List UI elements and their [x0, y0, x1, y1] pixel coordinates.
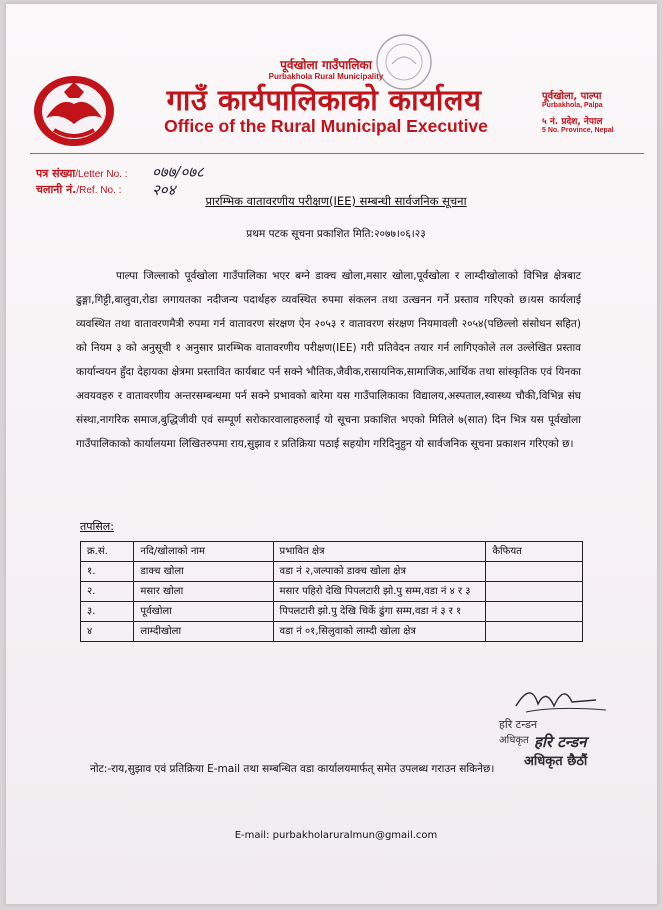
signatory-name: हरि टन्डन: [499, 718, 538, 731]
signatory-designation: अधिकृत: [499, 735, 529, 746]
header-remarks: कैफियत: [486, 542, 583, 562]
table-row: [81, 562, 583, 582]
cell-river-name: डाक्च खोला: [134, 562, 273, 582]
cell-river-name: मसार खोला: [134, 582, 273, 602]
table-title: तपसिल:: [80, 520, 114, 533]
header-affected-area: प्रभावित क्षेत्र: [273, 542, 486, 562]
document-page: [6, 4, 657, 904]
ref-no-label-np: चलानी नं.: [36, 183, 77, 196]
affected-areas-table: [80, 541, 583, 642]
ref-no-label: [36, 182, 121, 197]
table-row: [81, 582, 583, 602]
ref-no-value: २०४: [152, 181, 176, 199]
notice-body-paragraph: पाल्पा जिल्लाको पूर्वखोला गाउँपालिका भएर बग्ने डाक्च खोला,मसार खोला,पूर्वखोला र लाम्दीखोलाको विभिन्न क्षेत्रबाट ढुङ्गा,गिट्टी,बालुवा,रोडा लगायतका नदीजन्य पदार्थहरु व्यवस्थित रुपमा संकलन तथा उत्खनन गर्ने प्रस्ताव गरिएको छ।यस कार्यलाई व्यवस्थित तथा वातावरणमैत्री रुपमा गर्न वातावरण संरक्षण ऐन २०५३ र वातावरण संरक्षण नियमावली २०५४(पछिल्लो संसोधन सहित) को नियम ३ को अनुसूची १ अनुसार प्रारम्भिक वातावरणीय परीक्षण(IEE) गरी प्रतिवेदन तयार गर्न लागिएकोले तल उल्लेखित प्रस्ताव कार्यान्वयन हुँदा देहायका क्षेत्रमा प्रस्तावित कार्यबाट पर्न सक्ने भौतिक,जैवीक,रासायनिक,सामाजिक,आर्थिक तथा सांस्कृतिक एवं यिनका अवयवहरु र वातावरणीय अन्तरसम्बन्धमा पर्न सक्ने प्रभावको बारेमा यस गाउँपालिकाका विद्यालय,अस्पताल,स्वास्थ्य चौकी,विभिन्न संघ संस्था,नागरिक समाज,बुद्धिजीवी एवं सम्पूर्ण सरोकारवालाहरुलाई यो सूचना प्रकाशित भएको मितिले ७(सात) दिन भित्र यस पूर्वखोला गाउँपालिकाको कार्यालयमा लिखितरुपमा राय,सुझाव र प्रतिक्रिया पठाई सहयोग गरिदिनुहुन यो सार्वजनिक सूचना प्रकाशन गरिएको छ।: [76, 270, 581, 450]
cell-serial: १.: [81, 562, 134, 582]
letter-no-label-en: /Letter No. :: [75, 169, 128, 180]
cell-serial: ४: [81, 622, 134, 642]
address-line2-np: ५ नं. प्रदेश, नेपाल: [542, 117, 603, 127]
table-header-row: [81, 542, 583, 562]
cell-river-name: लाम्दीखोला: [134, 622, 273, 642]
cell-remarks: [486, 602, 583, 622]
table-row: [81, 622, 583, 642]
stamp-title: अधिकृत छैठौं: [524, 754, 588, 769]
cell-affected-area: मसार पहिरो देखि पिपलटारी झो.पु सम्म,वडा नं ४ र ३: [273, 582, 486, 602]
municipality-name-en: Purbakhola Rural Municipality: [268, 72, 384, 81]
letter-no-label-np: पत्र संख्या: [36, 167, 76, 180]
footer-email: E-mail: purbakholaruralmun@gmail.com: [234, 830, 438, 841]
header-divider: [30, 153, 644, 154]
nepal-emblem-icon: [32, 74, 116, 148]
address-line1-en: Purbakhola, Palpa: [542, 102, 603, 109]
header-serial: क्र.सं.: [81, 542, 134, 562]
cell-affected-area: पिपलटारी झो.पु देखि चिर्के ढुंगा सम्म,वडा नं ३ र १: [273, 602, 486, 622]
table-row: [81, 602, 583, 622]
cell-affected-area: वडा नं २,जल्पाको डाक्च खोला क्षेत्र: [273, 562, 486, 582]
cell-serial: ३.: [81, 602, 134, 622]
cell-remarks: [486, 582, 583, 602]
footer-note: नोट:-राय,सुझाव एवं प्रतिक्रिया E-mail तथा सम्बन्धित वडा कार्यालयमार्फत् समेत उपलब्ध गराउन सकिनेछ।: [90, 763, 495, 775]
municipality-name-np: पूर्वखोला गाउँपालिका: [280, 58, 372, 72]
ref-no-label-en: /Ref. No. :: [76, 185, 122, 196]
address-line1-np: पूर्वखोला, पाल्पा: [542, 91, 602, 102]
notice-body: [76, 264, 581, 456]
cell-remarks: [486, 562, 583, 582]
letter-no-label: [36, 166, 128, 181]
address-line2-en: 5 No. Province, Nepal: [542, 127, 614, 134]
cell-remarks: [486, 622, 583, 642]
office-title-np: गाउँ कार्यपालिकाको कार्यालय: [166, 83, 482, 117]
letter-no-value: ०७७/०७८: [152, 163, 204, 181]
header-river-name: नदि/खोलाको नाम: [134, 542, 273, 562]
stamp-name: हरि टन्डन: [534, 733, 587, 751]
publish-date: प्रथम पटक सूचना प्रकाशित मिति:२०७७।०६।२३: [246, 228, 426, 240]
cell-river-name: पूर्वखोला: [134, 602, 273, 622]
office-title-en: Office of the Rural Municipal Executive: [164, 116, 488, 136]
cell-affected-area: वडा नं ०१,सिलुवाको लाम्दी खोला क्षेत्र: [273, 622, 486, 642]
notice-heading: प्रारम्भिक वातावरणीय परीक्षण(IEE) सम्बन्धी सार्वजनिक सूचना: [205, 194, 467, 208]
cell-serial: २.: [81, 582, 134, 602]
